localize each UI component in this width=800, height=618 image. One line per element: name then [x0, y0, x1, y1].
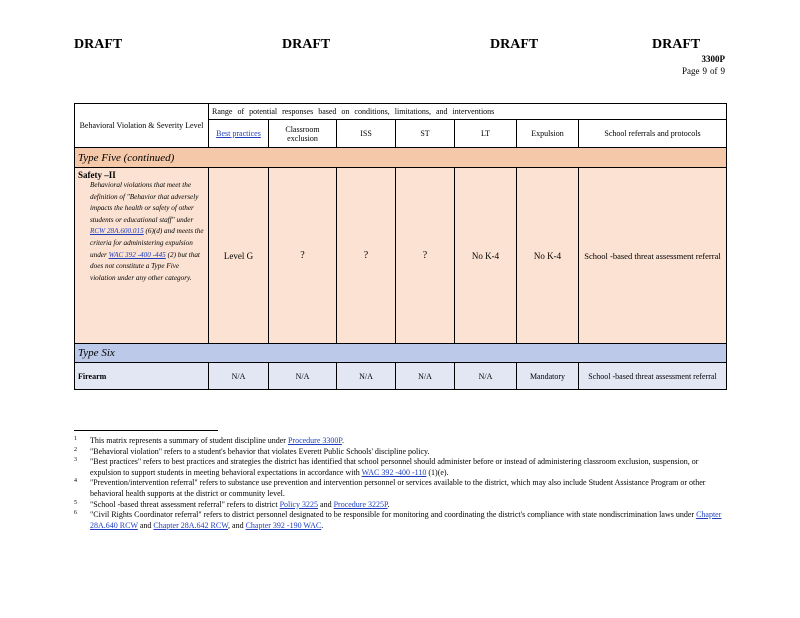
chapter-392-190-wac-link[interactable]: Chapter 392 -190 WAC: [245, 520, 322, 530]
column-header-lt: LT: [455, 120, 517, 148]
safety-expulsion-cell: No K-4: [517, 168, 579, 344]
safety-referral-cell: School -based threat assessment referral: [579, 168, 727, 344]
firearm-lt-cell: N/A: [455, 363, 517, 390]
type-five-band-row: [75, 148, 727, 168]
footnote-tail-3: .: [321, 520, 324, 530]
column-header-iss: ISS: [337, 120, 396, 148]
footnote-number: 6: [74, 510, 77, 517]
footnote-6: [74, 510, 724, 531]
footnote-number: 5: [74, 499, 77, 506]
safety-st-cell: ?: [396, 168, 455, 344]
footnote-text: "Prevention/intervention referral" refers to substance use prevention and intervention personnel or services available to the district, which may also include Student Assistance Program or other behavioral health supports at the district or community level.: [90, 478, 706, 498]
rcw-28a600015-link[interactable]: RCW 28A.600.015: [90, 227, 144, 236]
footnote-text: This matrix represents a summary of student discipline under: [90, 436, 288, 445]
footnote-text: "Behavioral violation" refers to a student's behavior that violates Everett Public Schools' discipline policy.: [90, 446, 430, 456]
footnote-tail-2: , and: [228, 520, 246, 530]
page-total: 9: [720, 66, 725, 76]
page-label: Page: [682, 66, 700, 76]
firearm-best-practices-cell: N/A: [209, 363, 269, 390]
column-header-st: ST: [396, 120, 455, 148]
type-six-heading: Type Six: [75, 344, 727, 363]
procedure-3225p-link[interactable]: Procedure 3225P: [333, 499, 388, 509]
safety-desc-part-3: (2) but that does not constitute a Type Five violation under any other category.: [90, 250, 200, 282]
column-header-classroom-exclusion: Classroom exclusion: [269, 120, 337, 148]
chapter-28a642-rcw-link[interactable]: Chapter 28A.642 RCW: [153, 520, 229, 530]
footnote-tail-2: .: [387, 499, 390, 509]
column-header-expulsion: Expulsion: [517, 120, 579, 148]
footnote-number: 4: [74, 478, 77, 485]
footnote-tail: and: [318, 499, 334, 509]
footnote-text: "Civil Rights Coordinator referral" refers to district personnel designated to be responsible for monitoring and coordinating the district's compliance with state nondiscrimination laws under: [90, 510, 697, 520]
firearm-classroom-cell: N/A: [269, 363, 337, 390]
firearm-row: [75, 363, 727, 390]
firearm-label: Firearm: [75, 363, 209, 390]
type-five-heading: Type Five (continued): [75, 148, 727, 168]
safety-ii-row: [75, 168, 727, 344]
draft-label-3: DRAFT: [490, 37, 539, 52]
draft-label-2: DRAFT: [282, 37, 331, 52]
firearm-referral-cell: School -based threat assessment referral: [579, 363, 727, 390]
safety-desc-part-2: (6)(d) and meets the criteria for administering expulsion under: [90, 227, 204, 259]
footnote-2: [74, 447, 724, 458]
footnotes: [74, 436, 724, 531]
page-of-label: of: [710, 66, 718, 76]
footnote-tail: and: [137, 520, 154, 530]
wac-392-400-110-link[interactable]: WAC 392 -400 -110: [361, 467, 427, 477]
policy-3225-link[interactable]: Policy 3225: [279, 499, 319, 509]
best-practices-link[interactable]: Best practices: [216, 129, 261, 138]
safety-classroom-cell: ?: [269, 168, 337, 344]
violation-severity-header: Behavioral Violation & Severity Level: [75, 104, 209, 148]
column-header-best-practices[interactable]: [209, 120, 269, 148]
chapter-28a640-rcw-link[interactable]: Chapter 28A.640 RCW: [90, 510, 722, 530]
footnote-number: 2: [74, 446, 77, 453]
firearm-iss-cell: N/A: [337, 363, 396, 390]
footnote-divider: [74, 430, 218, 431]
document-number: 3300P: [701, 54, 725, 64]
footnote-number: 1: [74, 436, 77, 442]
type-six-band-row: [75, 344, 727, 363]
footnote-3: [74, 457, 724, 478]
footnote-5: [74, 500, 724, 511]
safety-best-practices-cell: Level G: [209, 168, 269, 344]
page-current: 9: [702, 66, 707, 76]
safety-desc-part-1: Behavioral violations that meet the definition of "Behavior that adversely impacts the health or safety of other students or educational staff" under: [90, 181, 199, 224]
safety-iss-cell: ?: [337, 168, 396, 344]
draft-label-4: DRAFT: [652, 37, 701, 52]
procedure-3300p-link[interactable]: Procedure 3300P: [287, 436, 342, 445]
footnote-number: 3: [74, 457, 77, 464]
footnote-1: [74, 436, 724, 447]
safety-ii-title: Safety –II: [78, 170, 116, 180]
range-of-responses-header: Range of potential responses based on conditions, limitations, and interventions: [209, 104, 727, 120]
table-header-row-1: [75, 104, 727, 120]
draft-label-1: DRAFT: [74, 37, 123, 52]
footnote-tail: .: [341, 436, 344, 445]
firearm-expulsion-cell: Mandatory: [517, 363, 579, 390]
column-header-school-referrals: School referrals and protocols: [579, 120, 727, 148]
safety-ii-description: [78, 180, 205, 284]
wac-392-400-445-link[interactable]: WAC 392 -400 -445: [108, 250, 166, 259]
safety-ii-description-cell: [75, 168, 209, 344]
discipline-matrix-table: [74, 103, 727, 390]
footnote-4: [74, 478, 724, 499]
page-number: [679, 66, 725, 76]
footnote-text: "School -based threat assessment referral" refers to district: [90, 499, 280, 509]
firearm-st-cell: N/A: [396, 363, 455, 390]
footnote-tail: (1)(e).: [426, 467, 449, 477]
safety-lt-cell: No K-4: [455, 168, 517, 344]
footnote-text: "Best practices" refers to best practices and strategies the district has identified that school personnel should administer before or instead of administering classroom exclusion, suspension, or expulsion to support students in meeting behavioral expectations in accordance with: [90, 457, 699, 477]
